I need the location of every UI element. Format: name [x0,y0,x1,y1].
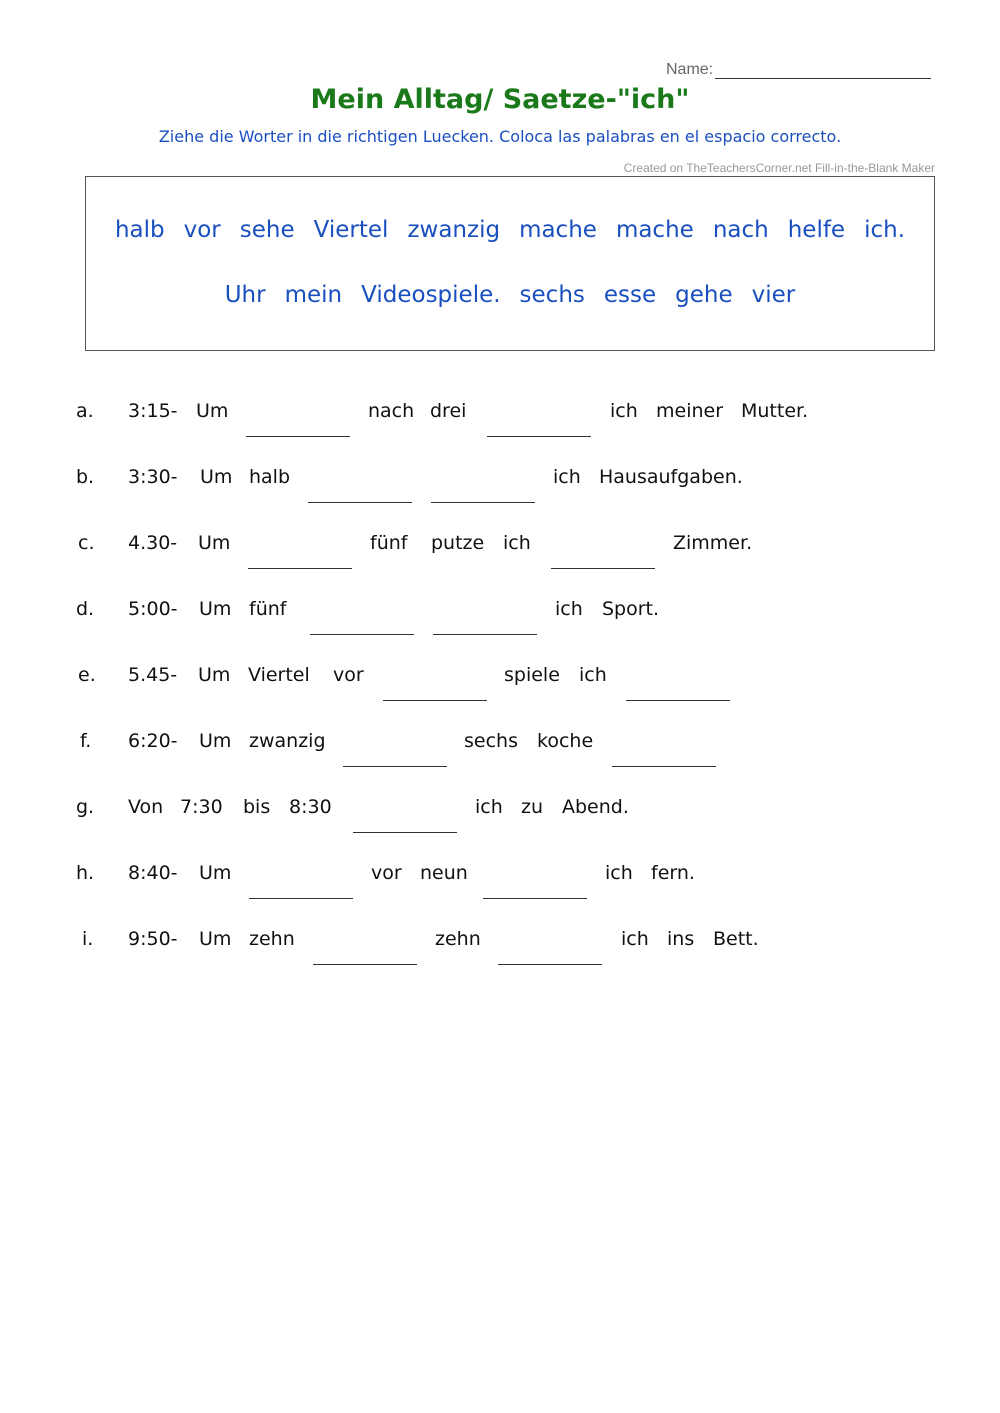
word-chip[interactable]: sechs [519,282,585,308]
answer-blank[interactable] [313,964,417,965]
sentence-d [0,598,1000,648]
sentence-word: Mutter. [741,400,809,422]
sentence-word: Abend. [562,796,629,818]
sentence-g [0,796,1000,846]
sentence-word: zehn [249,928,295,950]
sentence-word: Um [198,532,231,554]
answer-blank[interactable] [612,766,716,767]
sentence-letter: d. [76,598,95,620]
sentence-f [0,730,1000,780]
answer-blank[interactable] [310,634,414,635]
sentence-word: 9:50- [128,928,178,950]
sentence-word: 4.30- [128,532,178,554]
sentence-word: ich [555,598,583,620]
sentence-letter: e. [78,664,96,686]
answer-blank[interactable] [626,700,730,701]
sentence-word: halb [249,466,291,488]
answer-blank[interactable] [383,700,487,701]
answer-blank[interactable] [483,898,587,899]
sentence-word: ich [475,796,503,818]
sentence-letter: h. [76,862,95,884]
sentence-word: fünf [370,532,408,554]
word-chip[interactable]: vier [751,282,796,308]
word-bank-row-2 [86,282,934,308]
sentence-word: koche [537,730,594,752]
sentence-word: fern. [651,862,695,884]
sentence-word: Um [199,598,232,620]
word-bank [85,176,935,351]
sentence-word: fünf [249,598,287,620]
answer-blank[interactable] [249,898,353,899]
sentence-word: nach [368,400,415,422]
sentence-word: zwanzig [249,730,326,752]
sentence-word: 5:00- [128,598,178,620]
sentence-c [0,532,1000,582]
word-chip[interactable]: gehe [675,282,733,308]
word-chip[interactable]: nach [712,217,769,243]
sentence-word: 3:15- [128,400,178,422]
sentence-word: neun [420,862,468,884]
sentence-word: 6:20- [128,730,178,752]
answer-blank[interactable] [353,832,457,833]
page-title: Mein Alltag/ Saetze-"ich" [310,84,690,115]
answer-blank[interactable] [343,766,447,767]
sentence-i [0,928,1000,978]
word-chip[interactable]: vor [183,217,221,243]
sentence-word: Sport. [602,598,660,620]
word-chip[interactable]: zwanzig [407,217,501,243]
answer-blank[interactable] [246,436,350,437]
sentence-word: sechs [464,730,518,752]
word-chip[interactable]: halb [114,217,165,243]
word-chip[interactable]: Viertel [313,217,389,243]
sentence-word: putze [431,532,485,554]
sentence-word: drei [430,400,467,422]
sentence-word: ich [621,928,649,950]
sentence-word: 7:30 [180,796,223,818]
sentence-word: vor [371,862,402,884]
name-field [666,58,931,79]
word-chip[interactable]: Videospiele. [361,282,501,308]
sentence-word: Viertel [248,664,310,686]
sentence-word: Um [198,664,231,686]
word-chip[interactable]: mache [615,217,694,243]
sentence-letter: g. [76,796,95,818]
sentence-word: Bett. [713,928,759,950]
sentence-b [0,466,1000,516]
sentence-letter: i. [82,928,94,950]
sentence-word: ins [667,928,695,950]
sentence-word: Um [199,928,232,950]
sentence-word: vor [333,664,364,686]
answer-blank[interactable] [248,568,352,569]
name-label: Name: [666,61,714,78]
sentence-word: Hausaufgaben. [599,466,743,488]
sentence-word: ich [579,664,607,686]
credit-line: Created on TheTeachersCorner.net Fill-in-the-Blank Maker [623,161,935,175]
sentence-letter: c. [78,532,95,554]
word-chip[interactable]: ich. [864,217,906,243]
word-chip[interactable]: Uhr [224,282,266,308]
name-blank-line[interactable] [715,58,931,79]
answer-blank[interactable] [431,502,535,503]
sentence-word: ich [503,532,531,554]
sentence-word: bis [243,796,271,818]
sentence-word: Von [128,796,164,818]
sentence-word: 8:30 [289,796,332,818]
sentence-word: ich [553,466,581,488]
sentence-word: zu [521,796,544,818]
sentence-h [0,862,1000,912]
answer-blank[interactable] [433,634,537,635]
answer-blank[interactable] [498,964,602,965]
sentence-letter: a. [76,400,94,422]
instructions: Ziehe die Worter in die richtigen Luecken. Coloca las palabras en el espacio correcto. [158,127,842,146]
word-bank-row-1 [86,217,934,243]
sentence-word: Um [196,400,229,422]
word-chip[interactable]: mein [284,282,343,308]
sentence-letter: f. [80,730,92,752]
answer-blank[interactable] [551,568,655,569]
answer-blank[interactable] [487,436,591,437]
sentence-word: 3:30- [128,466,178,488]
sentence-word: spiele [504,664,560,686]
sentence-word: Um [200,466,233,488]
sentence-word: Um [199,730,232,752]
sentence-word: 8:40- [128,862,178,884]
word-chip[interactable]: helfe [787,217,846,243]
sentence-a [0,400,1000,450]
sentence-letter: b. [76,466,95,488]
sentence-word: Um [199,862,232,884]
answer-blank[interactable] [308,502,412,503]
word-chip[interactable]: mache [519,217,597,243]
sentence-word: ich [605,862,633,884]
sentence-word: Zimmer. [673,532,753,554]
word-chip[interactable]: sehe [239,217,295,243]
sentence-word: zehn [435,928,481,950]
sentence-word: meiner [656,400,724,422]
sentence-word: ich [610,400,638,422]
sentence-e [0,664,1000,714]
word-chip[interactable]: esse [603,282,657,308]
sentence-word: 5.45- [128,664,178,686]
